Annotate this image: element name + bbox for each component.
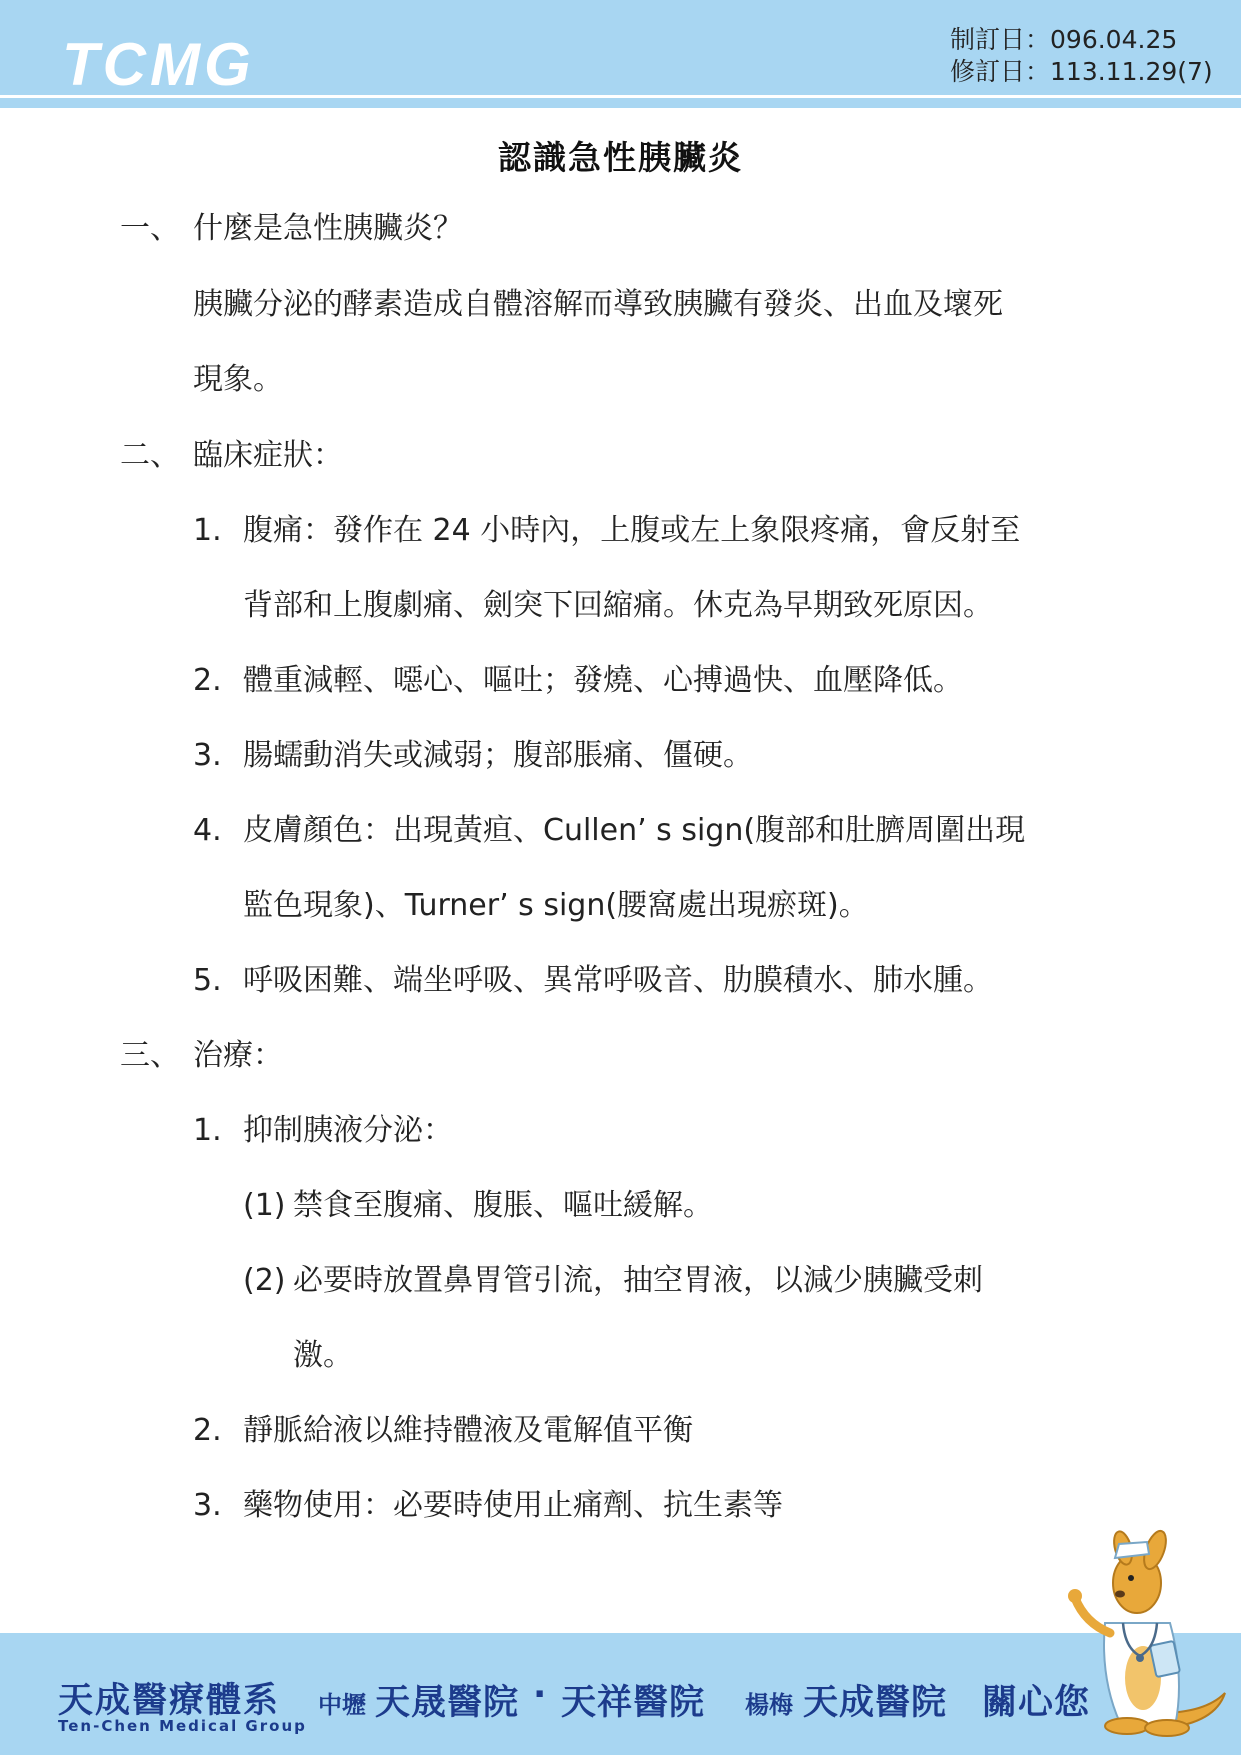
footer-hospital-tianxiang: 天祥醫院 (561, 1683, 706, 1723)
symptom-2-number: 2. (193, 663, 222, 698)
page-title: 認識急性胰臟炎 (498, 138, 743, 177)
footer-slogan: 關心您 (982, 1683, 1091, 1723)
section-1-heading: 什麼是急性胰臟炎？ (193, 211, 463, 246)
symptom-3-number: 3. (193, 738, 222, 773)
footer-band (0, 1633, 1241, 1755)
section-1-text-line1: 胰臟分泌的酵素造成自體溶解而導致胰臟有發炎、出血及壞死 (193, 287, 1003, 322)
symptom-4-number: 4. (193, 813, 222, 848)
section-2-heading: 臨床症狀： (193, 438, 343, 473)
symptom-5-line1: 呼吸困難、端坐呼吸、異常呼吸音、肋膜積水、肺水腫。 (243, 963, 993, 998)
treatment-1-number: 1. (193, 1113, 222, 1148)
section-1-text-line2: 現象。 (193, 362, 283, 397)
tcmg-logo: TCMG (62, 31, 255, 98)
symptom-4-line2: 監色現象)、Turner’ s sign(腰窩處出現瘀斑)。 (243, 888, 869, 923)
kangaroo-doctor-mascot-icon (1065, 1528, 1230, 1738)
footer-brand: 天成醫療體系 (58, 1681, 281, 1721)
section-2-number: 二、 (120, 438, 180, 473)
treatment-2-number: 2. (193, 1413, 222, 1448)
header-band (0, 0, 1241, 98)
revised-date-row (950, 56, 1213, 88)
footer-hospital-tiansheng: 天晟醫院 (375, 1683, 520, 1723)
revised-date-value: 113.11.29(7) (1050, 57, 1213, 86)
section-3-number: 三、 (120, 1038, 180, 1073)
treatment-1-sub-2-number: (2) (243, 1263, 286, 1298)
treatment-2-line1: 靜脈給液以維持體液及電解值平衡 (243, 1413, 693, 1448)
header-divider (0, 98, 1241, 108)
footer-brand-english: Ten-Chen Medical Group (58, 1717, 307, 1735)
section-1-number: 一、 (120, 211, 180, 246)
section-3-heading: 治療： (193, 1038, 283, 1073)
symptom-3-line1: 腸蠕動消失或減弱；腹部脹痛、僵硬。 (243, 738, 753, 773)
footer-separator-dot: · (533, 1675, 548, 1715)
symptom-2-line1: 體重減輕、噁心、嘔吐；發燒、心搏過快、血壓降低。 (243, 663, 963, 698)
created-date-label: 制訂日： (950, 25, 1051, 54)
treatment-1-sub-2-line1: 必要時放置鼻胃管引流，抽空胃液，以減少胰臟受刺 (293, 1263, 983, 1298)
treatment-1-sub-2-line2: 激。 (293, 1338, 353, 1373)
symptom-5-number: 5. (193, 963, 222, 998)
symptom-1-line2: 背部和上腹劇痛、劍突下回縮痛。休克為早期致死原因。 (243, 588, 993, 623)
symptom-1-number: 1. (193, 513, 222, 548)
created-date-row (950, 24, 1213, 56)
created-date-value: 096.04.25 (1050, 25, 1178, 54)
revision-dates (950, 24, 1213, 88)
footer-location-zhongli: 中壢 (318, 1691, 366, 1719)
treatment-3-number: 3. (193, 1488, 222, 1523)
symptom-1-line1: 腹痛：發作在 24 小時內，上腹或左上象限疼痛，會反射至 (243, 513, 1021, 548)
treatment-1-sub-1-number: (1) (243, 1188, 286, 1223)
symptom-4-line1: 皮膚顏色：出現黃疸、Cullen’ s sign(腹部和肚臍周圍出現 (243, 813, 1026, 848)
footer-hospital-tiancheng: 天成醫院 (803, 1683, 948, 1723)
treatment-1-sub-1-line1: 禁食至腹痛、腹脹、嘔吐緩解。 (293, 1188, 713, 1223)
revised-date-label: 修訂日： (950, 57, 1051, 86)
footer-location-yangmei: 楊梅 (745, 1691, 793, 1719)
treatment-3-line1: 藥物使用：必要時使用止痛劑、抗生素等 (243, 1488, 783, 1523)
treatment-1-line1: 抑制胰液分泌： (243, 1113, 453, 1148)
